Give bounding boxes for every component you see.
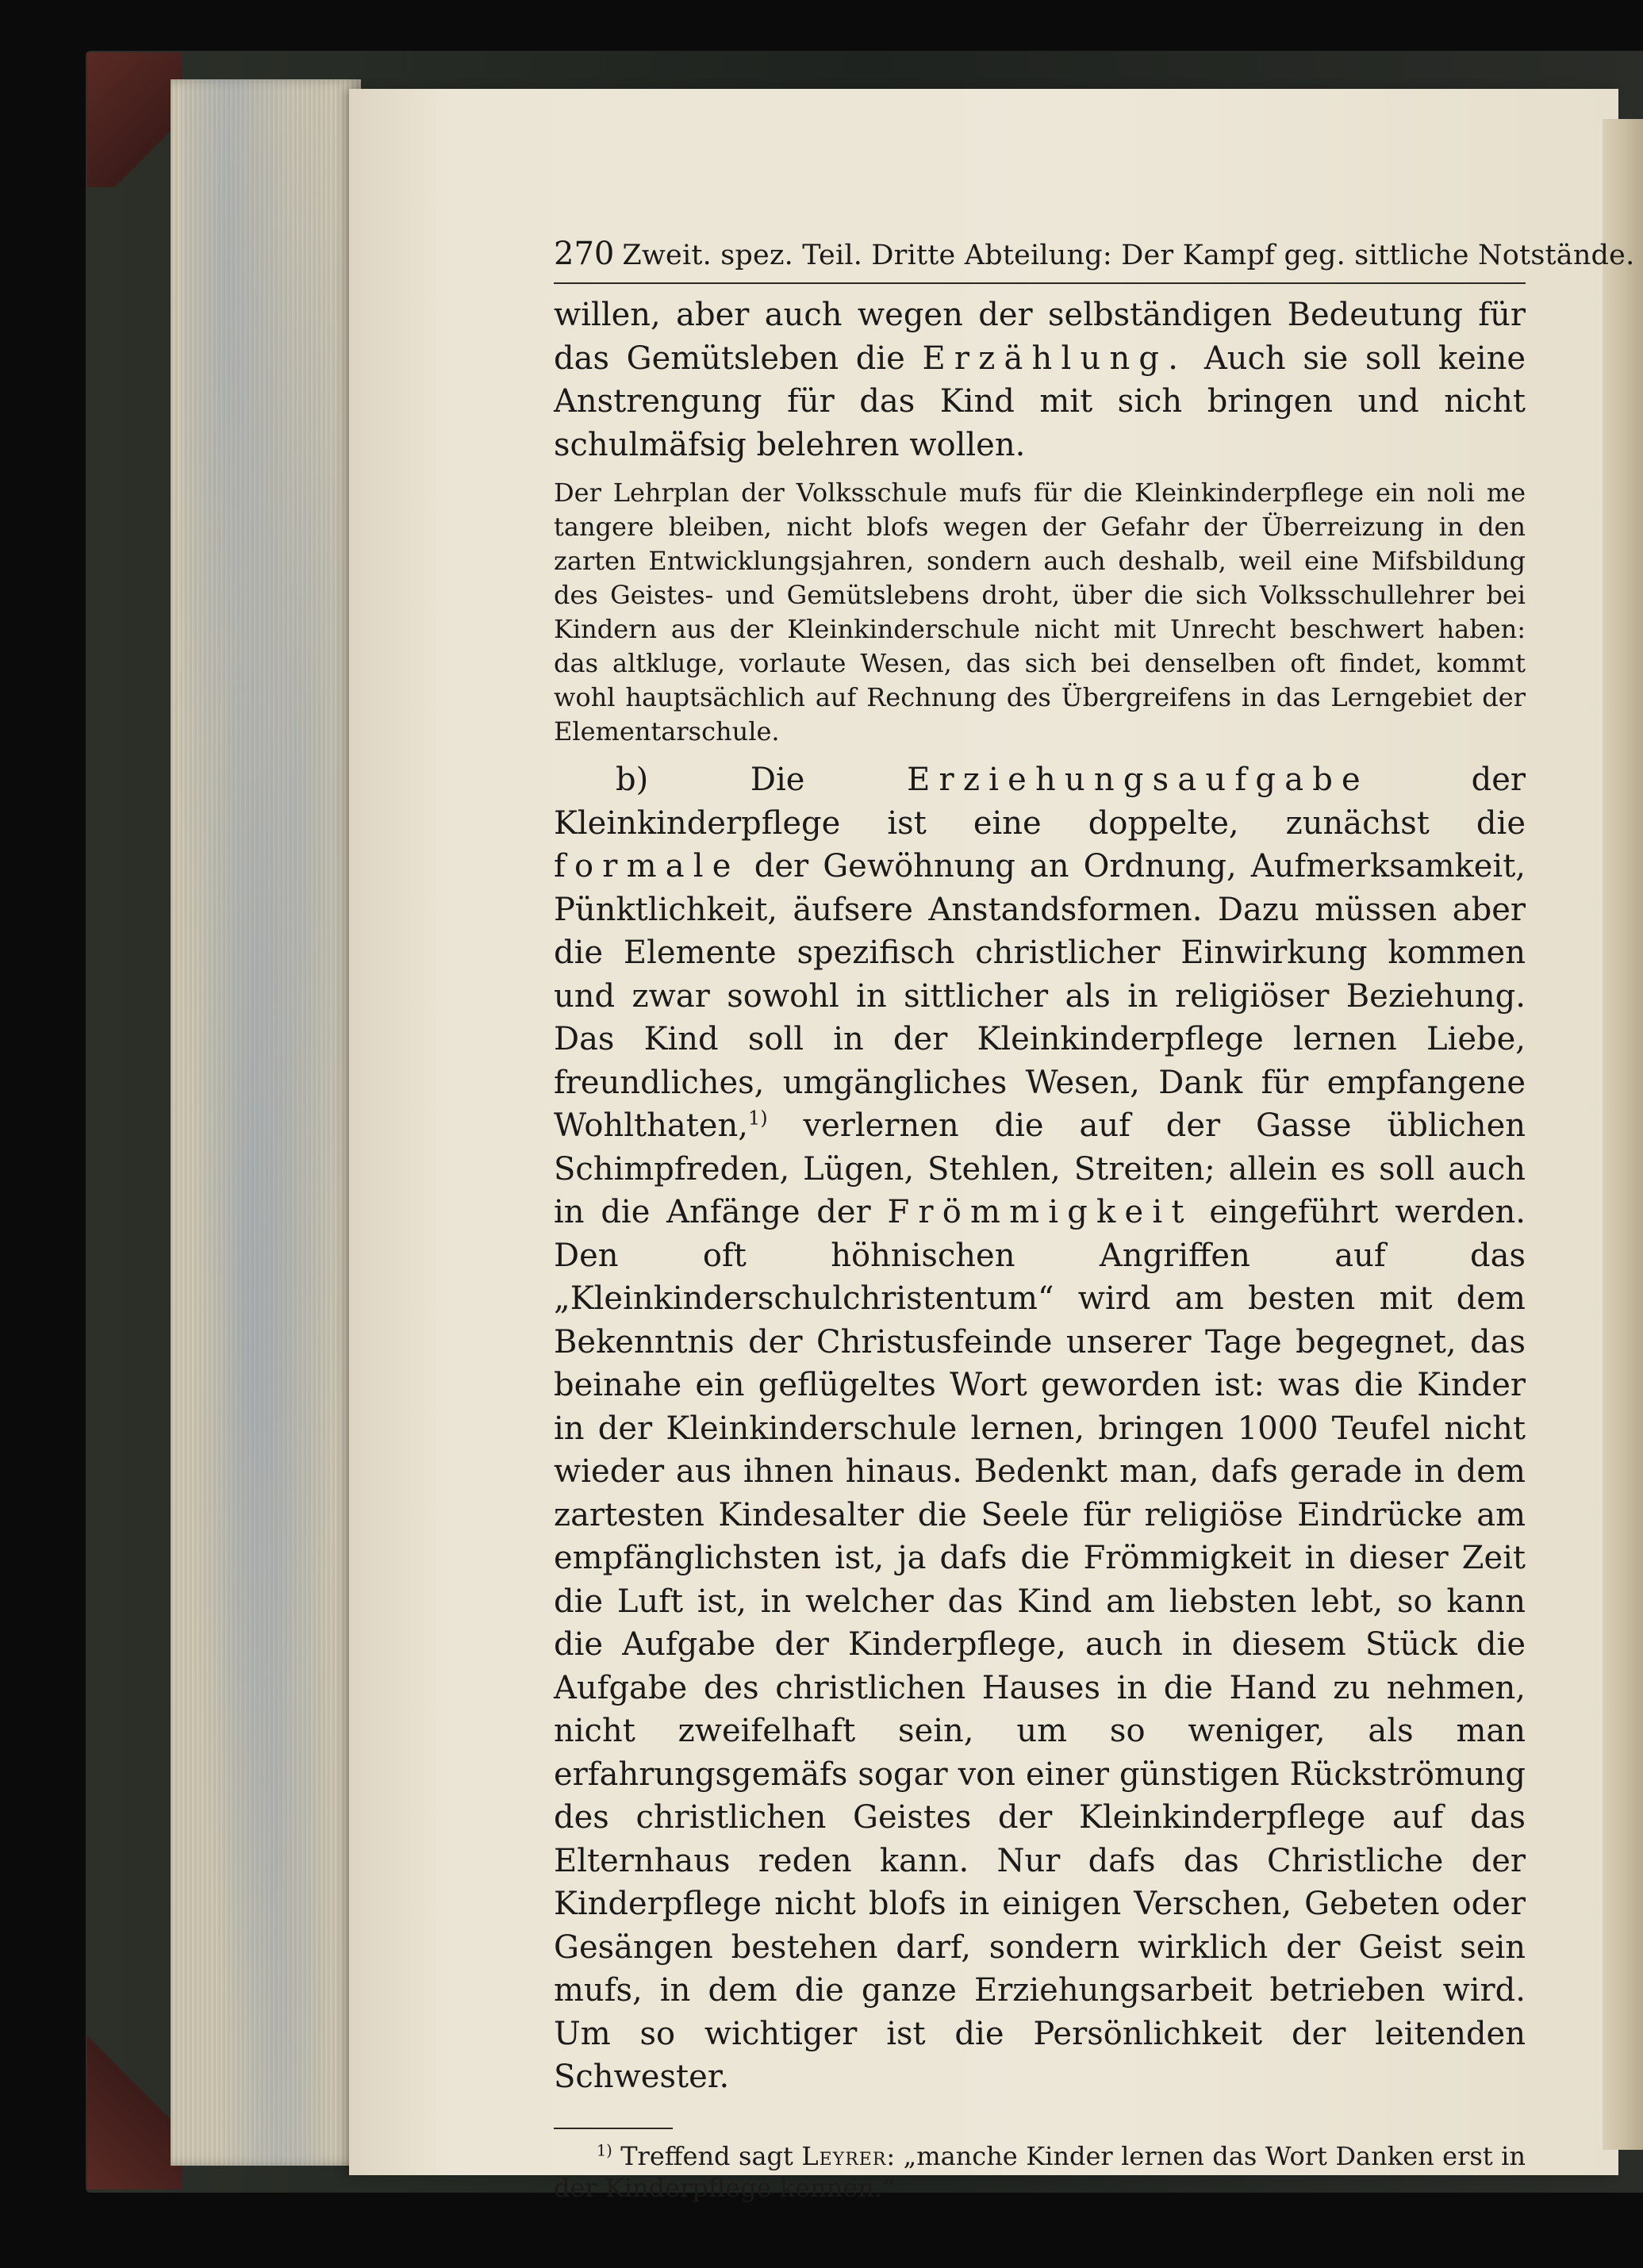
p2-emphasis-3: Frömmigkeit	[887, 1194, 1193, 1230]
paragraph-2	[554, 758, 1526, 2099]
footnote	[554, 2140, 1526, 2204]
running-head	[554, 236, 1635, 284]
cover-corner-leather-top	[87, 52, 182, 187]
text-block	[554, 236, 1635, 2204]
facing-page-edge	[1603, 119, 1643, 2150]
footnote-marker: 1)	[597, 2140, 612, 2159]
p2-text-b: der Kleinkinderpflege ist eine doppelte, zunächst die	[554, 762, 1526, 842]
p2-emphasis-2: formale	[554, 848, 740, 885]
cover-corner-leather-bottom	[87, 2031, 182, 2189]
p2-text-e: eingeführt werden. Den oft höhnischen Angriffen auf das „Kleinkinderschulchristentum“ wird am besten mit dem Bekenntnis der Christusfeinde unserer Tage begegnet, das beinahe ein geflügeltes Wort geworden ist: was die Kinder in der Kleinkinderschule lernen, bringen 1000 Teufel nicht wieder aus ihnen hinaus. Bedenkt man, dafs gerade in dem zartesten Kindesalter die Seele für religiöse Eindrücke am empfänglichsten ist, ja dafs die Frömmigkeit in dieser Zeit die Luft ist, in welcher das Kind am liebsten lebt, so kann die Aufgabe der Kinderpflege, auch in diesem Stück die Aufgabe des christlichen Hauses in die Hand zu nehmen, nicht zweifelhaft sein, um so weniger, als man erfahrungsgemäfs sogar von einer günstigen Rückströmung des christlichen Geistes der Kleinkinderpflege auf das Elternhaus reden kann. Nur dafs das Christliche der Kinderpflege nicht blofs in einigen Verschen, Gebeten oder Gesängen bestehen darf, sondern wirklich der Geist sein mufs, in dem die ganze Erziehungsarbeit betrieben wird. Um so wichtiger ist die Persönlichkeit der leitenden Schwester.	[554, 1194, 1526, 2095]
footnote-rule	[554, 2128, 673, 2129]
footnote-text-a: Treffend sagt	[612, 2140, 802, 2171]
p1-text-b: Auch sie soll keine Anstrengung für das Kind mit sich bringen und nicht schulmäfsig belehren wollen.	[554, 340, 1526, 463]
p2-emphasis-1: Erziehungsaufgabe	[907, 762, 1369, 798]
page-number: 270	[554, 236, 615, 272]
p2-text-d: verlernen die auf der Gasse üblichen Schimpfreden, Lügen, Stehlen, Streiten; allein es soll auch in die Anfänge der	[554, 1107, 1526, 1230]
footnote-reference: 1)	[747, 1107, 768, 1130]
footnote-author: Leyrer	[801, 2140, 887, 2171]
p2-text-a: b) Die	[616, 762, 908, 798]
edge-marbling	[182, 79, 341, 2166]
p1-emphasis: Erzählung.	[922, 340, 1188, 377]
paragraph-1	[554, 294, 1526, 466]
p1-text-a: willen, aber auch wegen der selbständigen Bedeutung für das Gemütsleben die	[554, 297, 1526, 377]
running-head-title: Zweit. spez. Teil. Dritte Abteilung: Der Kampf geg. sittliche Notstände.	[622, 240, 1635, 271]
footnote-text-b: : „manche Kinder lernen das Wort Danken erst in der Kinderpflege kennen.“	[554, 2140, 1526, 2203]
p2-text-c: der Gewöhnung an Ordnung, Aufmerksamkeit, Pünktlichkeit, äufsere Anstandsformen. Dazu müssen aber die Elemente spezifisch christlicher Einwirkung kommen und zwar sowohl in sittlicher als in religiöser Beziehung. Das Kind soll in der Kleinkinderpflege lernen Liebe, freundliches, umgängliches Wesen, Dank für empfangene Wohlthaten,	[554, 848, 1526, 1144]
small-print-paragraph: Der Lehrplan der Volksschule mufs für die Kleinkinderpflege ein noli me tangere bleiben, nicht blofs wegen der Gefahr der Überreizung in den zarten Entwicklungsjahren, sondern auch deshalb, weil eine Mifsbildung des Geistes- und Gemütslebens droht, über die sich Volksschullehrer bei Kindern aus der Kleinkinderschule nicht mit Unrecht beschwert haben: das altkluge, vorlaute Wesen, das sich bei denselben oft findet, kommt wohl hauptsächlich auf Rechnung des Übergreifens in das Lerngebiet der Elementarschule.	[554, 478, 1526, 746]
